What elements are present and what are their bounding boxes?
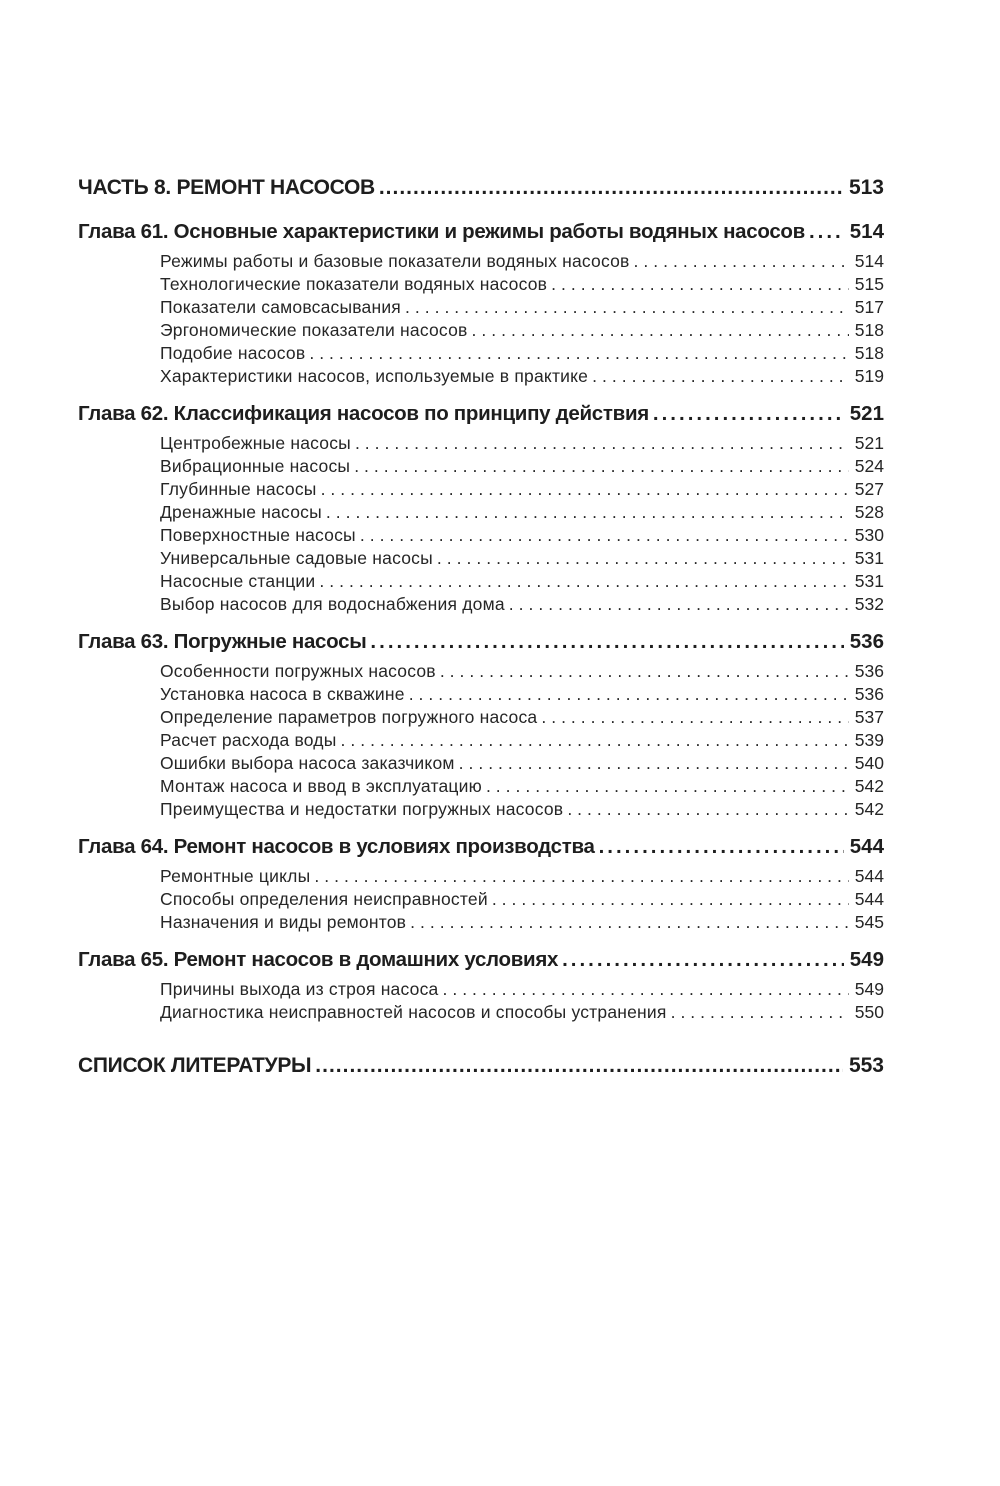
dot-leader: [409, 683, 849, 706]
dot-leader: [459, 752, 849, 775]
toc-section-entry: [160, 683, 884, 706]
toc-section-entry: [160, 547, 884, 570]
section-page-number: 531: [854, 571, 884, 591]
section-title: Подобие насосов: [160, 343, 306, 363]
chapter-page-number: 549: [849, 948, 884, 971]
toc-chapter-entry: [78, 624, 884, 660]
dot-leader: [309, 342, 848, 365]
section-page-number: 532: [854, 594, 884, 614]
dot-leader: [671, 1001, 849, 1024]
dot-leader: [551, 273, 849, 296]
dot-leader: [410, 911, 849, 934]
chapter-sections: [160, 865, 884, 934]
dot-leader: [472, 319, 849, 342]
chapter-page-number: 536: [849, 630, 884, 653]
section-page-number: 550: [854, 1002, 884, 1022]
toc-part-entry: [78, 170, 884, 206]
section-title: Ремонтные циклы: [160, 866, 311, 886]
toc-section-entry: [160, 432, 884, 455]
section-title: Установка насоса в скважине: [160, 684, 405, 704]
dot-leader: [354, 455, 849, 478]
section-page-number: 514: [854, 251, 884, 271]
dot-leader: [440, 660, 849, 683]
toc-section-entry: [160, 1001, 884, 1024]
section-page-number: 517: [854, 297, 884, 317]
dot-leader: [315, 1048, 843, 1084]
toc-section-entry: [160, 296, 884, 319]
chapter-title: Глава 61. Основные характеристики и режимы работы водяных насосов: [78, 220, 805, 243]
section-page-number: 531: [854, 548, 884, 568]
toc-section-entry: [160, 501, 884, 524]
dot-leader: [319, 570, 848, 593]
toc-section-entry: [160, 342, 884, 365]
section-page-number: 515: [854, 274, 884, 294]
dot-leader: [379, 170, 843, 206]
toc-section-entry: [160, 455, 884, 478]
dot-leader: [442, 978, 848, 1001]
section-title: Преимущества и недостатки погружных насосов: [160, 799, 564, 819]
section-page-number: 544: [854, 866, 884, 886]
dot-leader: [634, 250, 849, 273]
section-title: Характеристики насосов, используемые в практике: [160, 366, 589, 386]
section-title: Причины выхода из строя насоса: [160, 979, 439, 999]
section-title: Особенности погружных насосов: [160, 661, 436, 681]
toc-section-entry: [160, 660, 884, 683]
toc-chapter-entry: [78, 942, 884, 978]
toc-section-entry: [160, 570, 884, 593]
dot-leader: [492, 888, 849, 911]
chapter-sections: [160, 250, 884, 388]
section-page-number: 542: [854, 799, 884, 819]
section-page-number: 542: [854, 776, 884, 796]
dot-leader: [599, 829, 844, 865]
table-of-contents: [78, 170, 884, 1084]
dot-leader: [592, 365, 849, 388]
section-page-number: 544: [854, 889, 884, 909]
toc-section-entry: [160, 865, 884, 888]
part-page-number: 513: [848, 176, 884, 199]
section-title: Поверхностные насосы: [160, 525, 356, 545]
section-page-number: 536: [854, 684, 884, 704]
section-title: Эргономические показатели насосов: [160, 320, 468, 340]
dot-leader: [355, 432, 849, 455]
dot-leader: [360, 524, 849, 547]
section-page-number: 519: [854, 366, 884, 386]
toc-section-entry: [160, 593, 884, 616]
chapter-title: Глава 63. Погружные насосы: [78, 630, 367, 653]
section-page-number: 545: [854, 912, 884, 932]
section-page-number: 530: [854, 525, 884, 545]
toc-section-entry: [160, 273, 884, 296]
section-title: Ошибки выбора насоса заказчиком: [160, 753, 455, 773]
section-title: Вибрационные насосы: [160, 456, 351, 476]
toc-section-entry: [160, 250, 884, 273]
section-title: Способы определения неисправностей: [160, 889, 488, 909]
toc-section-entry: [160, 706, 884, 729]
toc-section-entry: [160, 978, 884, 1001]
toc-section-entry: [160, 888, 884, 911]
toc-section-entry: [160, 319, 884, 342]
chapter-title: Глава 62. Классификация насосов по принципу действия: [78, 402, 649, 425]
chapter-title: Глава 65. Ремонт насосов в домашних условиях: [78, 948, 559, 971]
dot-leader: [567, 798, 848, 821]
section-title: Монтаж насоса и ввод в эксплуатацию: [160, 776, 482, 796]
toc-section-entry: [160, 775, 884, 798]
dot-leader: [437, 547, 849, 570]
chapter-page-number: 514: [849, 220, 884, 243]
toc-section-entry: [160, 798, 884, 821]
chapter-sections: [160, 660, 884, 821]
dot-leader: [370, 624, 843, 660]
section-title: Диагностика неисправностей насосов и способы устранения: [160, 1002, 667, 1022]
section-title: Показатели самовсасывания: [160, 297, 401, 317]
section-page-number: 524: [854, 456, 884, 476]
part-title: ЧАСТЬ 8. РЕМОНТ НАСОСОВ: [78, 176, 375, 199]
dot-leader: [653, 396, 844, 432]
section-title: Выбор насосов для водоснабжения дома: [160, 594, 505, 614]
dot-leader: [486, 775, 849, 798]
dot-leader: [509, 593, 849, 616]
toc-section-entry: [160, 752, 884, 775]
chapter-title: Глава 64. Ремонт насосов в условиях производства: [78, 835, 595, 858]
bibliography-page-number: 553: [848, 1054, 884, 1077]
chapter-page-number: 521: [849, 402, 884, 425]
section-title: Назначения и виды ремонтов: [160, 912, 407, 932]
chapter-page-number: 544: [849, 835, 884, 858]
section-page-number: 518: [854, 343, 884, 363]
bibliography-title: СПИСОК ЛИТЕРАТУРЫ: [78, 1054, 312, 1077]
toc-section-entry: [160, 478, 884, 501]
toc-section-entry: [160, 524, 884, 547]
toc-bibliography-entry: [78, 1048, 884, 1084]
toc-section-entry: [160, 911, 884, 934]
dot-leader: [314, 865, 848, 888]
section-title: Универсальные садовые насосы: [160, 548, 433, 568]
toc-chapter-entry: [78, 829, 884, 865]
section-title: Технологические показатели водяных насосов: [160, 274, 548, 294]
section-page-number: 539: [854, 730, 884, 750]
toc-section-entry: [160, 365, 884, 388]
section-title: Расчет расхода воды: [160, 730, 337, 750]
toc-chapter-entry: [78, 396, 884, 432]
section-page-number: 540: [854, 753, 884, 773]
section-page-number: 536: [854, 661, 884, 681]
section-page-number: 537: [854, 707, 884, 727]
dot-leader: [340, 729, 848, 752]
chapter-sections: [160, 978, 884, 1024]
dot-leader: [326, 501, 849, 524]
section-title: Дренажные насосы: [160, 502, 322, 522]
section-page-number: 549: [854, 979, 884, 999]
section-title: Центробежные насосы: [160, 433, 351, 453]
dot-leader: [562, 942, 844, 978]
dot-leader: [321, 478, 849, 501]
section-page-number: 521: [854, 433, 884, 453]
section-title: Режимы работы и базовые показатели водяных насосов: [160, 251, 630, 271]
chapter-sections: [160, 432, 884, 616]
section-title: Глубинные насосы: [160, 479, 317, 499]
dot-leader: [809, 214, 844, 250]
toc-chapter-entry: [78, 214, 884, 250]
section-title: Определение параметров погружного насоса: [160, 707, 538, 727]
dot-leader: [405, 296, 849, 319]
section-page-number: 527: [854, 479, 884, 499]
section-title: Насосные станции: [160, 571, 316, 591]
toc-section-entry: [160, 729, 884, 752]
dot-leader: [541, 706, 848, 729]
section-page-number: 518: [854, 320, 884, 340]
section-page-number: 528: [854, 502, 884, 522]
